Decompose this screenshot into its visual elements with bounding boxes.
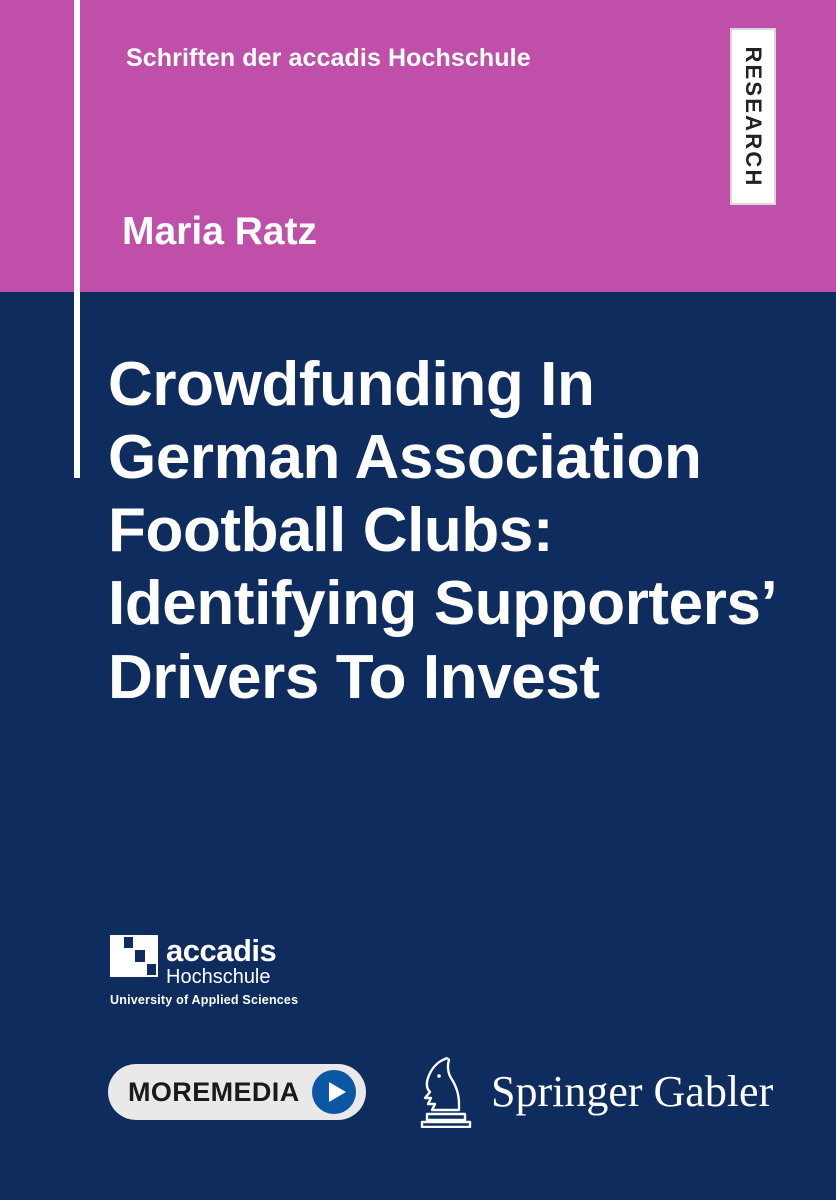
author-name: Maria Ratz — [122, 210, 318, 253]
springer-knight-icon — [415, 1054, 477, 1128]
title-line: Crowdfunding In — [108, 350, 595, 419]
publisher-logo — [415, 1052, 773, 1130]
title-line: German Association — [108, 423, 702, 493]
accadis-logo — [110, 935, 370, 1015]
title-line: Identifying Supporters’ — [108, 569, 778, 639]
publisher-name-2: Gabler — [653, 1066, 774, 1116]
accadis-name: accadis — [166, 933, 277, 968]
moremedia-label: MOREMEDIA — [128, 1076, 300, 1107]
page-title — [108, 348, 808, 714]
accadis-grid-icon — [110, 935, 158, 977]
accadis-tagline: University of Applied Sciences — [110, 993, 299, 1007]
vertical-rule — [74, 0, 80, 478]
research-badge — [730, 28, 776, 205]
moremedia-badge[interactable] — [108, 1064, 366, 1120]
accadis-subtitle: Hochschule — [166, 966, 271, 988]
publisher-name-1: Springer — [491, 1066, 643, 1116]
research-badge-label: RESEARCH — [741, 45, 766, 188]
play-icon[interactable] — [312, 1070, 356, 1114]
title-line: Football Clubs: — [108, 496, 554, 566]
publisher-wordmark — [491, 1066, 773, 1117]
series-title: Schriften der accadis Hochschule — [126, 44, 531, 72]
title-line: Drivers To Invest — [108, 642, 600, 712]
